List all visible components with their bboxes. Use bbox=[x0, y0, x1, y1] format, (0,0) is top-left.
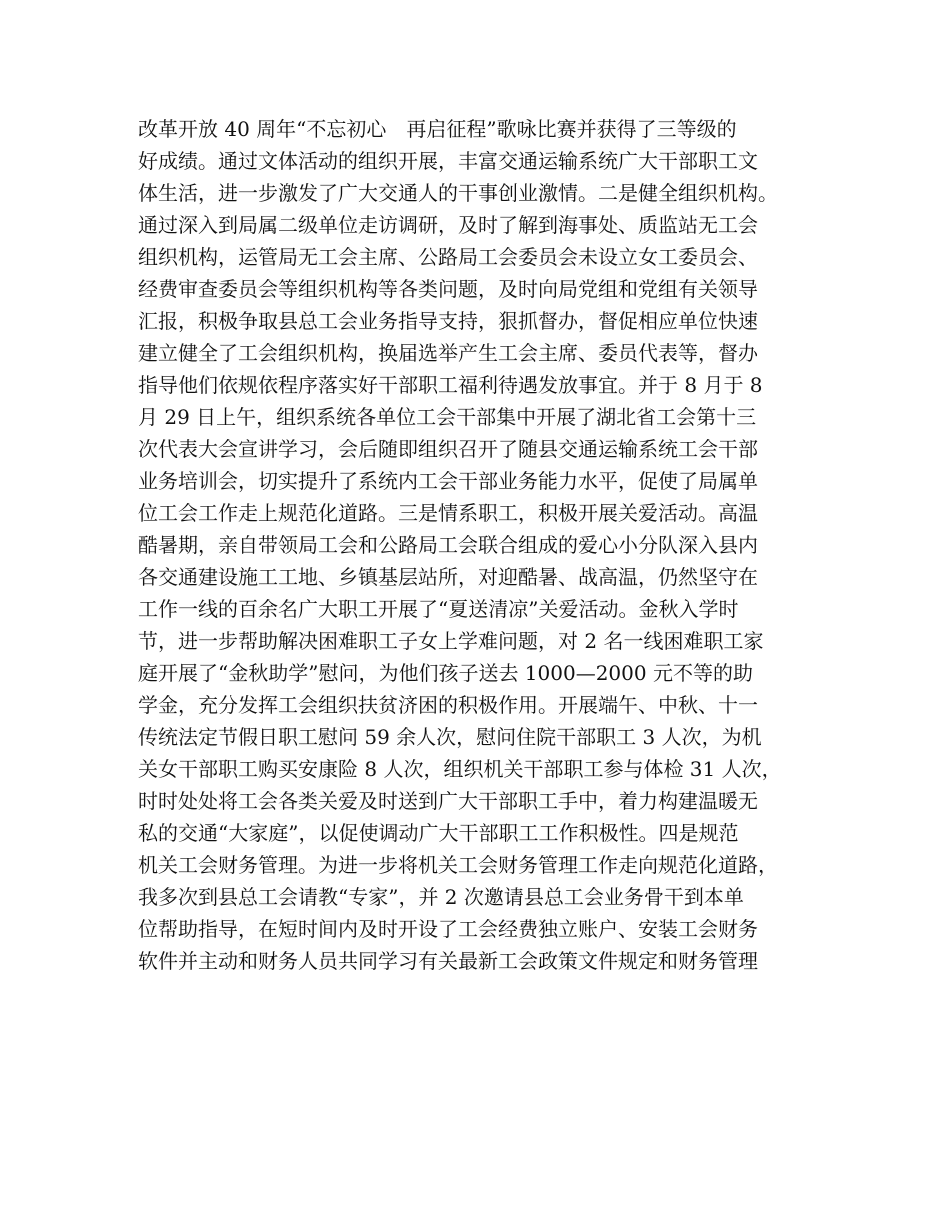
text-line: 汇报，积极争取县总工会业务指导支持，狠抓督办，督促相应单位快速 bbox=[138, 309, 758, 333]
text-line: 业务培训会，切实提升了系统内工会干部业务能力水平，促使了局属单 bbox=[138, 469, 758, 493]
text-line: 机关工会财务管理。为进一步将机关工会财务管理工作走向规范化道路， bbox=[138, 853, 778, 877]
text-line: 关女干部职工购买安康险 8 人次，组织机关干部职工参与体检 31 人次， bbox=[138, 757, 782, 781]
text-line: 位帮助指导，在短时间内及时开设了工会经费独立账户、安装工会财务 bbox=[138, 917, 758, 941]
text-line: 传统法定节假日职工慰问 59 余人次，慰问住院干部职工 3 人次，为机 bbox=[138, 725, 762, 749]
text-line: 月 29 日上午，组织系统各单位工会干部集中开展了湖北省工会第十三 bbox=[138, 405, 757, 429]
text-line: 软件并主动和财务人员共同学习有关最新工会政策文件规定和财务管理 bbox=[138, 949, 758, 973]
text-line: 指导他们依规依程序落实好干部职工福利待遇发放事宜。并于 8 月于 8 bbox=[138, 373, 763, 397]
text-line: 建立健全了工会组织机构，换届选举产生工会主席、委员代表等，督办 bbox=[138, 341, 758, 365]
text-line: 位工会工作走上规范化道路。三是情系职工，积极开展关爱活动。高温 bbox=[138, 501, 758, 525]
text-line: 各交通建设施工工地、乡镇基层站所，对迎酷暑、战高温，仍然坚守在 bbox=[138, 565, 758, 589]
text-line: 节，进一步帮助解决困难职工子女上学难问题，对 2 名一线困难职工家 bbox=[138, 629, 764, 653]
text-line: 次代表大会宣讲学习，会后随即组织召开了随县交通运输系统工会干部 bbox=[138, 437, 758, 461]
text-line: 经费审查委员会等组织机构等各类问题，及时向局党组和党组有关领导 bbox=[138, 277, 758, 301]
text-line: 酷暑期，亲自带领局工会和公路局工会联合组成的爱心小分队深入县内 bbox=[138, 533, 758, 557]
text-line: 庭开展了“金秋助学”慰问，为他们孩子送去 1000—2000 元不等的助 bbox=[138, 661, 753, 685]
text-line: 好成绩。通过文体活动的组织开展，丰富交通运输系统广大干部职工文 bbox=[138, 149, 758, 173]
text-line: 改革开放 40 周年“不忘初心 再启征程”歌咏比赛并获得了三等级的 bbox=[138, 117, 737, 141]
text-line: 体生活，进一步激发了广大交通人的干事创业激情。二是健全组织机构。 bbox=[138, 181, 778, 205]
text-line: 我多次到县总工会请教“专家”，并 2 次邀请县总工会业务骨干到本单 bbox=[138, 885, 744, 909]
text-line: 工作一线的百余名广大职工开展了“夏送清凉”关爱活动。金秋入学时 bbox=[138, 597, 739, 621]
text-line: 时时处处将工会各类关爱及时送到广大干部职工手中，着力构建温暖无 bbox=[138, 789, 758, 813]
text-line: 组织机构，运管局无工会主席、公路局工会委员会未设立女工委员会、 bbox=[138, 245, 758, 269]
body-text bbox=[138, 113, 838, 977]
text-line: 私的交通“大家庭”，以促使调动广大干部职工工作积极性。四是规范 bbox=[138, 821, 739, 845]
text-line: 通过深入到局属二级单位走访调研，及时了解到海事处、质监站无工会 bbox=[138, 213, 758, 237]
text-line: 学金，充分发挥工会组织扶贫济困的积极作用。开展端午、中秋、十一 bbox=[138, 693, 758, 717]
